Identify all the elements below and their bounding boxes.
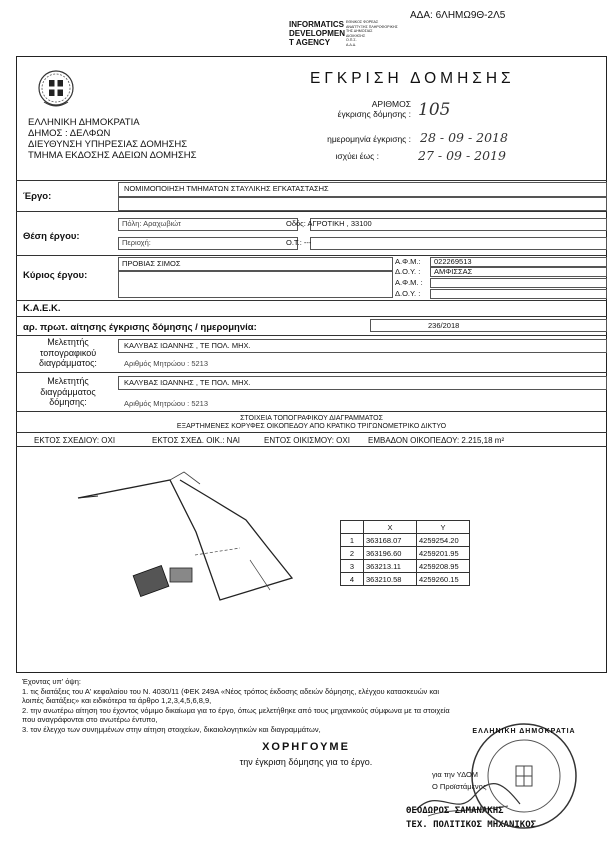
table-row [341,573,470,586]
authority-block [28,117,197,161]
authority-line4: ΤΜΗΜΑ ΕΚΔΟΣΗΣ ΑΔΕΙΩΝ ΔΟΜΗΣΗΣ [28,150,197,161]
divider [16,335,607,336]
org-logo-small-line: Α.Δ.Δ. [346,42,357,47]
coord-y: 4259201.95 [417,547,470,560]
coord-y: 4259208.95 [417,560,470,573]
coord-id: 3 [341,560,364,573]
plan-engineer-reg: Αριθμός Μητρώου : 5213 [124,399,209,408]
topo-engineer-label-line: διαγράμματος: [39,358,97,368]
plan-engineer-label-line: διαγράμματος [40,386,96,397]
coord-id: 2 [341,547,364,560]
coord-header-y: Y [417,521,470,534]
table-row [341,560,470,573]
official-stamp [468,720,580,832]
topo-engineer-reg: Αριθμός Μητρώου : 5213 [124,359,209,368]
owner-label: Κύριος έργου: [23,270,88,281]
topo-engineer-label [22,337,114,369]
doy-value: ΑΜΦΙΣΣΑΣ [434,267,473,276]
grant-line: την έγκριση δόμησης για το έργο. [239,757,373,767]
location-label: Θέση έργου: [23,231,80,242]
plan-engineer-name: ΚΑΛΥΒΑΣ ΙΩΑΝΝΗΣ , ΤΕ ΠΟΛ. ΜΗΧ. [124,378,251,387]
street-label: Οδός: ΑΓΡΟΤΙΚΗ , 33100 [286,219,372,228]
issue-date-label: ημερομηνία έγκρισης : [327,134,411,144]
coat-of-arms-icon [36,66,76,112]
topo-engineer-label-line: τοπογραφικού [39,347,97,358]
ot-label: Ο.Τ.: --- [286,238,312,247]
kaek-label: Κ.Α.Ε.Κ. [23,303,61,314]
doy2-field [430,289,607,299]
org-logo-small-line: ΑΝΑΠΤΥΞΗΣ ΠΛΗΡΟΦΟΡΙΚΗΣ [346,24,398,29]
valid-until-label: ισχύει έως : [335,151,379,161]
table-row [341,547,470,560]
coordinate-table [340,520,470,586]
for-service-label: για την ΥΔΟΜ [432,770,479,779]
grant-heading: ΧΟΡΗΓΟΥΜΕ [262,741,350,753]
org-logo-line2: DEVELOPMEN [289,29,346,38]
afm-label: Α.Φ.Μ.: [395,257,421,266]
coord-x: 363213.11 [364,560,417,573]
footer-item2: 2. την ανωτέρω αίτηση του έχοντος νόμιμο δικαίωμα για το έργο, όπως μελετήθηκε από τους μηχανικούς σύμφωνα με τα στοιχεία [22,705,450,715]
org-logo-text [289,20,345,47]
divider [16,255,607,256]
footer-intro: Έχοντας υπ' όψη: [22,677,81,686]
org-logo-small-line: Ο.Π.Σ. [346,38,357,43]
footer-item2b: που αναγράφονται στο ανωτέρω έντυπο, [22,715,158,724]
coord-id: 4 [341,573,364,586]
afm-value: 022269513 [434,257,472,266]
topo-section-title1: ΣΤΟΙΧΕΙΑ ΤΟΠΟΓΡΑΦΙΚΟΥ ΔΙΑΓΡΑΜΜΑΤΟΣ [240,415,383,422]
coord-x: 363210.58 [364,573,417,586]
divider [16,300,607,301]
owner-extra-field [118,271,393,298]
doy2-label: Δ.Ο.Υ. : [395,289,421,298]
plot-sketch [60,460,310,610]
authority-line1: ΕΛΛΗΝΙΚΗ ΔΗΜΟΚΡΑΤΙΑ [28,117,140,128]
org-logo-small-line: ΔΙΟΙΚΗΣΗΣ [346,33,366,38]
signer-title: ΤΕΧ. ΠΟΛΙΤΙΚΟΣ ΜΗΧΑΝΙΚΟΣ [406,820,537,830]
coord-x: 363196.60 [364,547,417,560]
ada-code: ΑΔΑ: 6ΛΗΜΩ9Θ-2Λ5 [410,10,506,21]
plan-engineer-label-line: Μελετητής [47,376,89,386]
afm2-label: Α.Φ.Μ. : [395,278,423,287]
divider [16,180,607,181]
authority-line2: ΔΗΜΟΣ : ΔΕΛΦΩΝ [28,128,111,139]
org-logo-line3: T AGENCY [289,38,331,47]
coord-x: 363168.07 [364,534,417,547]
divider [16,372,607,373]
footer-item1b: λοιπές διατάξεις» και ειδικότερα τα άρθρο 1,2,3,4,5,6,8,9, [22,696,212,705]
project-value: ΝΟΜΙΜΟΠΟΙΗΣΗ ΤΜΗΜΑΤΩΝ ΣΤΑΥΛΙΚΗΣ ΕΓΚΑΤΑΣΤΑΣΗΣ [124,184,329,193]
org-logo-small-line: ΕΘΝΙΚΟΣ ΦΟΡΕΑΣ [346,20,379,24]
plan-engineer-label [22,376,114,408]
coord-id: 1 [341,534,364,547]
number-label-line1: ΑΡΙΘΜΟΣ [371,99,411,109]
project-label: Έργο: [23,191,52,202]
divider [16,432,607,433]
ot-field [310,237,607,250]
owner-name: ΠΡΟΒΙΑΣ ΣΙΜΟΣ [122,259,181,268]
number-label [311,99,411,119]
afm2-field [430,278,607,288]
divider [16,316,607,317]
table-row [341,534,470,547]
footer-item3: 3. τον έλεγχο των συνημμένων στην αίτηση στοιχείων, δικαιολογητικών και διαγραμμάτων, [22,724,321,734]
plan-engineer-label-line: δόμησης: [49,397,87,407]
divider [16,446,607,447]
org-logo-small-line: ΤΗΣ ΔΗΜΟΣΙΑΣ [346,29,373,34]
signer-name: ΘΕΟΔΩΡΟΣ ΣΑΜΑΝΑΚΗΣ [406,806,504,816]
project-field-extra [118,197,607,211]
stamp-text: ΕΛΛΗΝΙΚΗ ΔΗΜΟΚΡΑΤΙΑ [472,728,576,735]
flag-in-settlement: ΕΝΤΟΣ ΟΙΚΙΣΜΟΥ: ΟΧΙ [264,436,350,445]
application-value: 236/2018 [428,321,460,330]
flag-outside-zone: ΕΚΤΟΣ ΣΧΕΔ. ΟΙΚ.: ΝΑΙ [152,436,240,445]
official-title: Ο Προϊστάμενος [432,782,487,791]
footer-item1: 1. τις διατάξεις του Α' κεφαλαίου του Ν. 4030/11 (ΦΕΚ 249Α «Νέος τρόπος έκδοσης αδειών δόμησης, ελέγχου κατασκευών και [22,686,440,696]
flag-plot-area: ΕΜΒΑΔΟΝ ΟΙΚΟΠΕΔΟΥ: 2.215,18 m² [368,436,505,445]
area-label: Περιοχή: [122,238,151,247]
coord-y: 4259260.15 [417,573,470,586]
approval-number: 105 [418,100,451,120]
authority-line3: ΔΙΕΥΘΥΝΣΗ ΥΠΗΡΕΣΙΑΣ ΔΟΜΗΣΗΣ [28,139,188,150]
topo-section-title2: ΕΞΑΡΤΗΜΕΝΕΣ ΚΟΡΥΦΕΣ ΟΙΚΟΠΕΔΟΥ ΑΠΟ ΚΡΑΤΙΚΟ ΤΡΙΓΩΝΟΜΕΤΡΙΚΟ ΔΙΚΤΥΟ [176,423,447,430]
flag-outside-plan: ΕΚΤΟΣ ΣΧΕΔΙΟΥ: ΟΧΙ [34,436,116,445]
coord-y: 4259254.20 [417,534,470,547]
document-title: ΕΓΚΡΙΣΗ ΔΟΜΗΣΗΣ [310,70,515,87]
application-field [370,319,607,332]
divider [16,411,607,412]
coord-header-x: X [364,521,417,534]
topo-engineer-name: ΚΑΛΥΒΑΣ ΙΩΑΝΝΗΣ , ΤΕ ΠΟΛ. ΜΗΧ. [124,341,251,350]
org-logo-small [346,20,398,48]
city-label: Πόλη: Αραχωβιώτ [122,219,182,228]
divider [16,211,607,212]
coord-header-id [341,521,364,534]
application-label: αρ. πρωτ. αίτησης έγκρισης δόμησης / ημερομηνία: [23,322,257,333]
valid-until-date: 27 - 09 - 2019 [418,148,506,163]
org-logo-line1: INFORMATICS [289,20,344,29]
topo-engineer-label-line: Μελετητής [47,337,89,347]
issue-date: 28 - 09 - 2018 [420,130,508,145]
number-label-line2: έγκρισης δόμησης : [337,109,411,119]
doy-label: Δ.Ο.Υ. : [395,267,421,276]
